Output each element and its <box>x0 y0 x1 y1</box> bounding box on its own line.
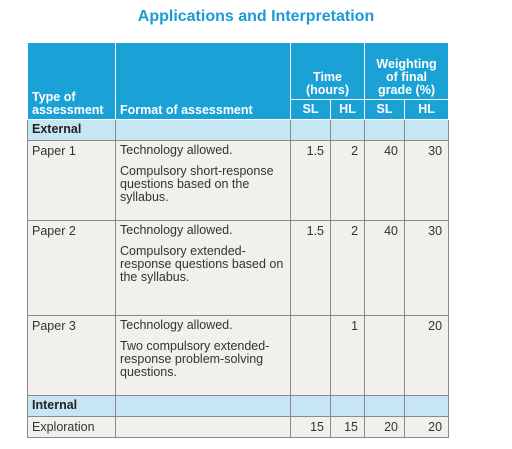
time-sl-value: 1.5 <box>291 141 331 221</box>
format-description: Two compulsory extended-response problem-solving questions. <box>120 339 270 379</box>
weight-hl-value: 20 <box>405 417 449 438</box>
weight-hl-value: 30 <box>405 141 449 221</box>
header-weight-hl: HL <box>405 100 449 120</box>
header-time-hl: HL <box>331 100 365 120</box>
section-label-internal: Internal <box>28 396 116 417</box>
header-time-sl: SL <box>291 100 331 120</box>
header-weighting: Weighting of final grade (%) <box>365 43 449 100</box>
time-hl-value: 15 <box>331 417 365 438</box>
table-row-exploration <box>28 417 449 438</box>
row-type: Exploration <box>28 417 116 438</box>
time-sl-value: 15 <box>291 417 331 438</box>
row-type: Paper 3 <box>28 316 116 396</box>
time-sl-value <box>291 316 331 396</box>
header-format-of-assessment: Format of assessment <box>116 43 291 120</box>
row-format <box>116 417 291 438</box>
header-time-hours: Time (hours) <box>291 43 365 100</box>
table-row-paper-2 <box>28 221 449 316</box>
weight-sl-value: 40 <box>365 141 405 221</box>
table-row-paper-1 <box>28 141 449 221</box>
time-hl-value: 2 <box>331 141 365 221</box>
weight-sl-value: 40 <box>365 221 405 316</box>
row-format <box>116 316 291 396</box>
weight-hl-value: 20 <box>405 316 449 396</box>
format-technology: Technology allowed. <box>120 143 233 157</box>
row-format <box>116 221 291 316</box>
assessment-table <box>27 42 449 438</box>
header-weight-sl: SL <box>365 100 405 120</box>
format-description: Compulsory short-response questions based on the syllabus. <box>120 164 274 204</box>
format-technology: Technology allowed. <box>120 223 233 237</box>
time-sl-value: 1.5 <box>291 221 331 316</box>
time-hl-value: 2 <box>331 221 365 316</box>
weight-sl-value: 20 <box>365 417 405 438</box>
table-row-paper-3 <box>28 316 449 396</box>
weight-hl-value: 30 <box>405 221 449 316</box>
format-description: Compulsory extended-response questions based on the syllabus. <box>120 244 284 284</box>
weight-sl-value <box>365 316 405 396</box>
row-format <box>116 141 291 221</box>
header-type-of-assessment: Type of assessment <box>28 43 116 120</box>
section-label-external: External <box>28 120 116 141</box>
row-type: Paper 1 <box>28 141 116 221</box>
time-hl-value: 1 <box>331 316 365 396</box>
row-type: Paper 2 <box>28 221 116 316</box>
section-row-external <box>28 120 449 141</box>
page-title: Applications and Interpretation <box>137 8 375 25</box>
section-row-internal <box>28 396 449 417</box>
format-technology: Technology allowed. <box>120 318 233 332</box>
